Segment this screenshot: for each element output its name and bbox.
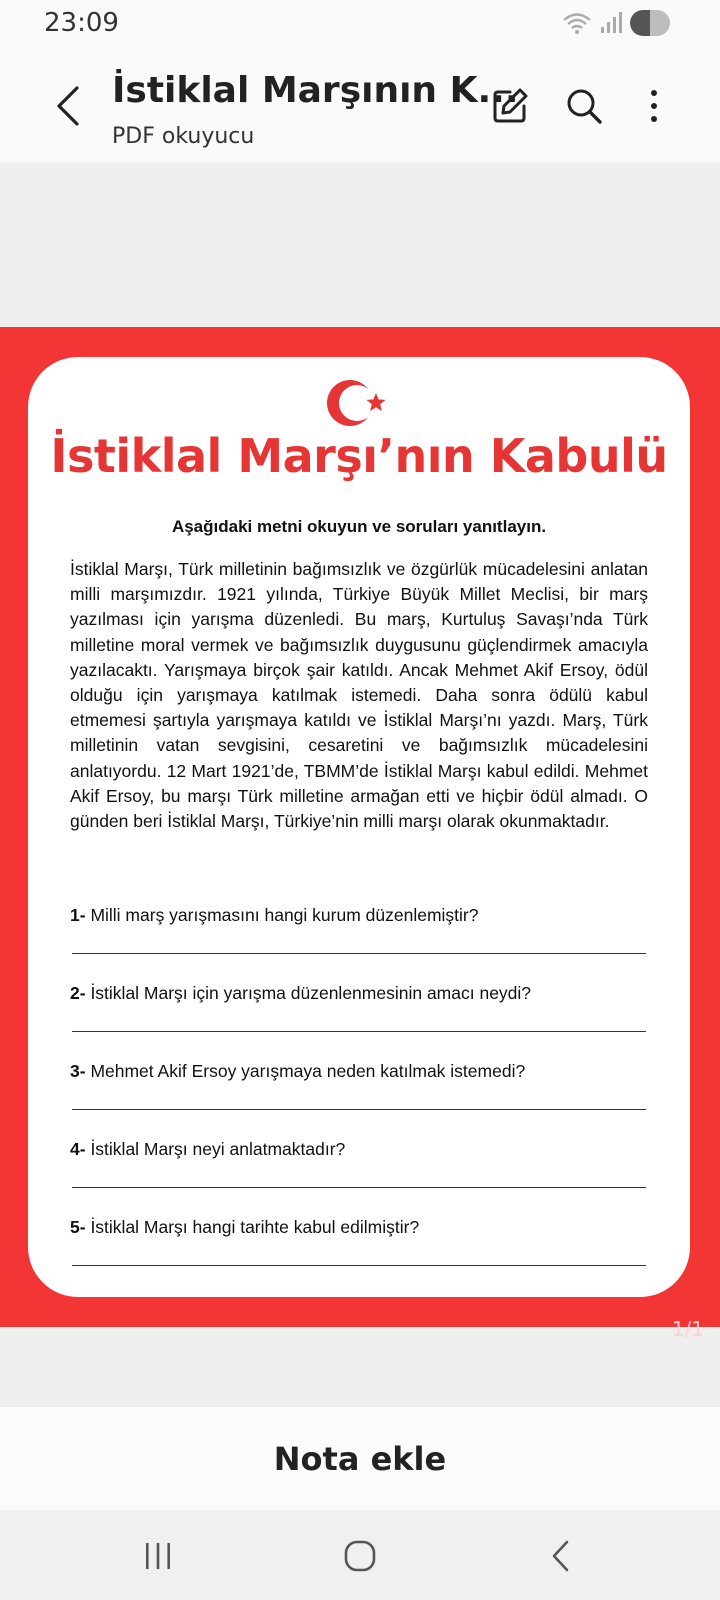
document-heading: İstiklal Marşı’nın Kabulü — [50, 429, 668, 483]
pdf-viewer[interactable] — [0, 162, 720, 1406]
battery-icon — [630, 10, 670, 36]
answer-line-2 — [72, 1031, 646, 1032]
search-button[interactable] — [560, 82, 608, 130]
more-icon — [648, 88, 660, 124]
document-instruction: Aşağıdaki metni okuyun ve soruları yanıtlayın. — [171, 517, 547, 536]
crescent-star-icon — [318, 373, 398, 433]
more-options-button[interactable] — [630, 82, 678, 130]
app-header — [0, 48, 720, 163]
answer-line-1 — [72, 953, 646, 954]
wifi-icon — [562, 11, 592, 35]
question-3 — [70, 1061, 648, 1082]
back-icon — [53, 84, 83, 128]
home-icon — [343, 1539, 377, 1573]
status-icons — [562, 10, 670, 36]
back-nav-icon — [549, 1539, 571, 1573]
edit-icon — [490, 86, 530, 126]
document-title: İstiklal Marşının K... — [112, 70, 519, 111]
question-2 — [70, 983, 648, 1004]
page-indicator: 1/1 — [671, 1317, 704, 1341]
question-4 — [70, 1139, 648, 1160]
document-paragraph: İstiklal Marşı, Türk milletinin bağımsızlık ve özgürlük mücadelesini anlatan milli marşımızdır. 1921 yılında, Türkiye Büyük Millet Meclisi, bir marş yazılması için yarışma düzenledi. Bu marş, Kurtuluş Savaşı’nda Türk milletine moral vermek ve bağımsızlık duygusunu güçlendirmek amacıyla yazılacaktı. Yarışmaya birçok şair katıldı. Ancak Mehmet Akif Ersoy, ödül olduğu için yarışmaya katılmak istemedi. Daha sonra ödülü kabul etmemesi şartıyla yarışmaya katıldı ve İstiklal Marşı’nı yazdı. Marş, Türk milletinin vatan sevgisini, cesaretini ve bağımsızlık mücadelesini anlatıyordu. 12 Mart 1921’de, TBMM’de İstiklal Marşı kabul edildi. Mehmet Akif Ersoy, bu marşı Türk milletine armağan etti ve hiçbir ödül almadı. O günden beri İstiklal Marşı, Türkiye’nin milli marşı olarak okunmaktadır. — [70, 559, 648, 832]
status-time: 23:09 — [44, 8, 119, 38]
question-text: İstiklal Marşı için yarışma düzenlenmesinin amacı neydi? — [90, 983, 532, 1003]
question-number: 3- — [70, 1061, 86, 1081]
bottom-bar — [0, 1406, 720, 1511]
app-subtitle: PDF okuyucu — [112, 124, 255, 149]
question-text: İstiklal Marşı hangi tarihte kabul edilmiştir? — [90, 1217, 420, 1237]
signal-icon — [600, 11, 622, 35]
search-icon — [565, 87, 603, 125]
question-number: 4- — [70, 1139, 86, 1159]
edit-button[interactable] — [486, 82, 534, 130]
question-number: 1- — [70, 905, 86, 925]
answer-line-4 — [72, 1187, 646, 1188]
home-button[interactable] — [330, 1532, 390, 1580]
question-number: 2- — [70, 983, 86, 1003]
question-5 — [70, 1217, 648, 1238]
question-text: Mehmet Akif Ersoy yarışmaya neden katılmak istemedi? — [90, 1061, 526, 1081]
answer-line-3 — [72, 1109, 646, 1110]
status-bar — [0, 0, 720, 48]
add-note-button[interactable]: Nota ekle — [273, 1440, 447, 1478]
recents-icon — [143, 1541, 173, 1571]
answer-line-5 — [72, 1265, 646, 1266]
question-text: Milli marş yarışmasını hangi kurum düzenlemiştir? — [90, 905, 479, 925]
question-1 — [70, 905, 648, 926]
navigation-bar — [0, 1510, 720, 1600]
document-card — [28, 357, 690, 1297]
nav-back-button[interactable] — [530, 1532, 590, 1580]
back-button[interactable] — [46, 78, 90, 134]
recents-button[interactable] — [128, 1532, 188, 1580]
document-page[interactable] — [0, 327, 720, 1341]
question-number: 5- — [70, 1217, 86, 1237]
question-text: İstiklal Marşı neyi anlatmaktadır? — [90, 1139, 346, 1159]
